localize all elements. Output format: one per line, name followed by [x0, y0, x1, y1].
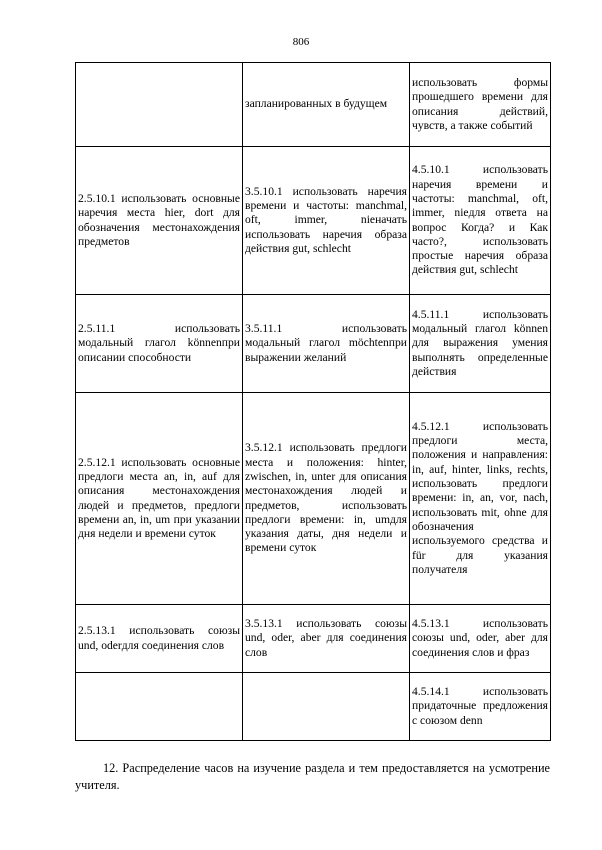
curriculum-table	[75, 62, 551, 741]
grade3-cell: 3.5.10.1 использовать наречия времени и частоты: manchmal, oft, immer, nieначать использовать наречия образа действия gut, schlecht	[243, 147, 410, 295]
grade3-cell: 3.5.13.1 использовать союзы und, oder, aber для соединения слов	[243, 605, 410, 673]
grade3-cell: 3.5.12.1 использовать предлоги места и положения: hinter, zwischen, in, unter для описания местонахождения людей и предметов, использовать предлоги времени: in, umдля указания даты, дня недели и времени суток	[243, 393, 410, 605]
grade4-cell: 4.5.13.1 использовать союзы und, oder, aber для соединения слов и фраз	[410, 605, 551, 673]
table-row	[76, 393, 551, 605]
grade4-cell: 4.5.11.1 использовать модальный глагол können для выражения умения выполнять определенные действия	[410, 295, 551, 393]
table-row	[76, 605, 551, 673]
grade3-cell	[243, 673, 410, 741]
grade4-cell: использовать формы прошедшего времени для описания действий, чувств, а также событий	[410, 63, 551, 147]
grade2-cell: 2.5.10.1 использовать основные наречия места hier, dort для обозначения местонахождения предметов	[76, 147, 243, 295]
grade2-cell	[76, 673, 243, 741]
table-row	[76, 63, 551, 147]
grade2-cell	[76, 63, 243, 147]
table-row	[76, 295, 551, 393]
grade4-cell: 4.5.10.1 использовать наречия времени и частоты: manchmal, oft, immer, nieдля ответа на вопрос Когда? и Как часто?, использовать простые наречия образа действия gut, schlecht	[410, 147, 551, 295]
grade2-cell: 2.5.13.1 использовать союзы und, oderдля соединения слов	[76, 605, 243, 673]
grade2-cell: 2.5.11.1 использовать модальный глагол könnenпри описании способности	[76, 295, 243, 393]
grade2-cell: 2.5.12.1 использовать основные предлоги места an, in, auf для описания местонахождения людей и предметов, предлоги времени an, in, um при указании дня недели и времени суток	[76, 393, 243, 605]
table-row	[76, 673, 551, 741]
hours-distribution-note: 12. Распределение часов на изучение раздела и тем предоставляется на усмотрение учителя.	[75, 761, 550, 792]
table-row	[76, 147, 551, 295]
grade3-cell: запланированных в будущем	[243, 63, 410, 147]
page-number: 806	[292, 36, 310, 48]
grade4-cell: 4.5.12.1 использовать предлоги места, положения и направления: in, auf, hinter, links, rechts, использовать предлоги времени: in, an, vor, nach, использовать mit, ohne для обозначения используемого средства и für для указания получателя	[410, 393, 551, 605]
grade3-cell: 3.5.11.1 использовать модальный глагол möchtenпри выражении желаний	[243, 295, 410, 393]
grade4-cell: 4.5.14.1 использовать придаточные предложения с союзом denn	[410, 673, 551, 741]
